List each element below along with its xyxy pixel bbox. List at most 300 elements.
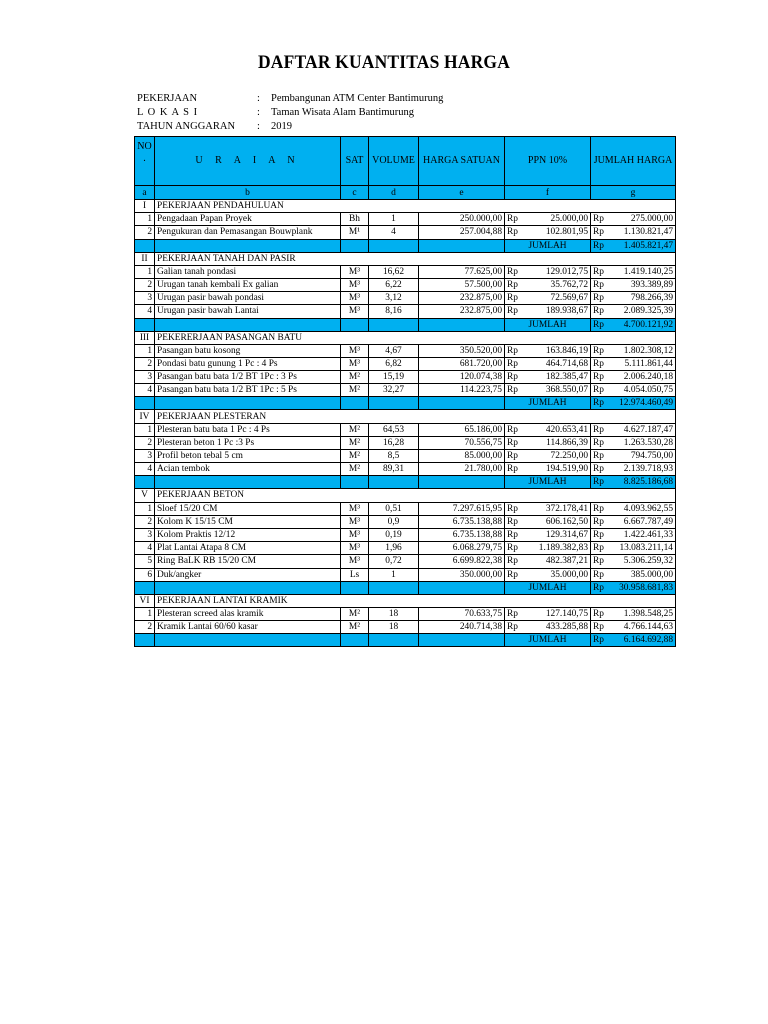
item-total	[591, 542, 676, 555]
item-unit-price: 114.223,75	[419, 384, 505, 397]
empty-cell	[369, 318, 419, 331]
amount-value: 102.801,95	[545, 227, 588, 238]
item-number: 2	[135, 357, 155, 370]
item-ppn	[505, 555, 591, 568]
item-total	[591, 502, 676, 515]
item-unit-price: 70.633,75	[419, 607, 505, 620]
section-header-row	[135, 252, 676, 265]
item-ppn	[505, 278, 591, 291]
section-header-row	[135, 489, 676, 502]
section-header-row	[135, 410, 676, 423]
item-number: 3	[135, 292, 155, 305]
amount-value: 182.385,47	[545, 372, 588, 383]
currency-label: Rp	[593, 543, 604, 554]
amount-value: 1.405.821,47	[623, 240, 673, 251]
item-volume: 4,67	[369, 344, 419, 357]
item-number: 3	[135, 371, 155, 384]
currency-label: Rp	[593, 516, 604, 527]
item-total	[591, 371, 676, 384]
currency-label: Rp	[507, 530, 518, 541]
item-description: Urugan pasir bawah Lantai	[155, 305, 341, 318]
section-total-row	[135, 634, 676, 647]
empty-cell	[135, 239, 155, 252]
amount-value: 129.314,67	[545, 530, 588, 541]
table-row	[135, 515, 676, 528]
item-description: Sloef 15/20 CM	[155, 502, 341, 515]
amount-value: 1.130.821,47	[623, 227, 673, 238]
info-key: PEKERJAAN	[137, 93, 198, 104]
item-description: Plesteran batu bata 1 Pc : 4 Ps	[155, 423, 341, 436]
amount-value: 1.802.308,12	[623, 345, 673, 356]
currency-label: Rp	[593, 569, 604, 580]
empty-cell	[135, 318, 155, 331]
section-roman: II	[135, 252, 155, 265]
amount-value: 2.089.325,39	[623, 306, 673, 317]
amount-value: 194.519,90	[545, 464, 588, 475]
item-unit: M²	[341, 607, 369, 620]
section-header-row	[135, 331, 676, 344]
table-row	[135, 265, 676, 278]
item-total	[591, 423, 676, 436]
section-name: PEKERJAAN PLESTERAN	[155, 410, 676, 423]
item-unit: Bh	[341, 213, 369, 226]
section-header-row	[135, 200, 676, 213]
column-letter: a	[135, 186, 155, 200]
section-total-row	[135, 239, 676, 252]
empty-cell	[341, 581, 369, 594]
currency-label: Rp	[507, 424, 518, 435]
item-volume: 0,19	[369, 528, 419, 541]
empty-cell	[341, 634, 369, 647]
empty-cell	[341, 318, 369, 331]
section-roman: V	[135, 489, 155, 502]
empty-cell	[419, 476, 505, 489]
table-row	[135, 384, 676, 397]
amount-value: 385.000,00	[630, 569, 673, 580]
table-row	[135, 555, 676, 568]
item-total	[591, 384, 676, 397]
item-ppn	[505, 502, 591, 515]
amount-value: 393.389,89	[630, 280, 673, 291]
table-row	[135, 436, 676, 449]
amount-value: 6.667.787,49	[623, 516, 673, 527]
currency-label: Rp	[593, 214, 604, 225]
empty-cell	[155, 634, 341, 647]
section-name: PEKERJAAN TANAH DAN PASIR	[155, 252, 676, 265]
amount-value: 163.846,19	[545, 345, 588, 356]
item-unit: M²	[341, 423, 369, 436]
item-volume: 3,12	[369, 292, 419, 305]
item-unit: M³	[341, 528, 369, 541]
currency-label: Rp	[507, 437, 518, 448]
item-unit: M²	[341, 436, 369, 449]
header-volume: VOLUME	[369, 137, 419, 186]
column-letter: d	[369, 186, 419, 200]
amount-value: 4.627.187,47	[623, 424, 673, 435]
currency-label: Rp	[593, 437, 604, 448]
amount-value: 606.162,50	[545, 516, 588, 527]
item-total	[591, 621, 676, 634]
item-description: Urugan tanah kembali Ex galian	[155, 278, 341, 291]
amount-value: 8.825.186,68	[623, 477, 673, 488]
amount-value: 1.419.140,25	[623, 266, 673, 277]
item-number: 3	[135, 528, 155, 541]
amount-value: 30.958.681,83	[619, 582, 673, 593]
item-volume: 0,72	[369, 555, 419, 568]
section-header-row	[135, 594, 676, 607]
item-volume: 1,96	[369, 542, 419, 555]
item-unit-price: 240.714,38	[419, 621, 505, 634]
empty-cell	[369, 581, 419, 594]
item-description: Pasangan batu bata 1/2 BT 1Pc : 5 Ps	[155, 384, 341, 397]
amount-value: 1.398.548,25	[623, 608, 673, 619]
item-total	[591, 450, 676, 463]
column-letter: g	[591, 186, 676, 200]
currency-label: Rp	[507, 556, 518, 567]
empty-cell	[419, 318, 505, 331]
table-row	[135, 344, 676, 357]
item-description: Ring BaLK RB 15/20 CM	[155, 555, 341, 568]
item-description: Pasangan batu kosong	[155, 344, 341, 357]
item-description: Duk/angker	[155, 568, 341, 581]
currency-label: Rp	[507, 266, 518, 277]
amount-value: 482.387,21	[545, 556, 588, 567]
currency-label: Rp	[507, 622, 518, 633]
item-total	[591, 213, 676, 226]
currency-label: Rp	[507, 358, 518, 369]
item-unit: Ls	[341, 568, 369, 581]
section-total	[591, 634, 676, 647]
section-total	[591, 476, 676, 489]
item-total	[591, 528, 676, 541]
section-roman: VI	[135, 594, 155, 607]
item-volume: 8,5	[369, 450, 419, 463]
item-total	[591, 607, 676, 620]
currency-label: Rp	[593, 319, 604, 330]
item-ppn	[505, 357, 591, 370]
item-unit-price: 70.556,75	[419, 436, 505, 449]
item-number: 2	[135, 226, 155, 239]
info-value: Taman Wisata Alam Bantimurung	[271, 107, 414, 118]
item-volume: 0,51	[369, 502, 419, 515]
item-unit-price: 350.000,00	[419, 568, 505, 581]
item-unit-price: 6.068.279,75	[419, 542, 505, 555]
currency-label: Rp	[507, 280, 518, 291]
item-description: Pengadaan Papan Proyek	[155, 213, 341, 226]
currency-label: Rp	[507, 451, 518, 462]
currency-label: Rp	[593, 556, 604, 567]
item-unit-price: 257.004,88	[419, 226, 505, 239]
item-total	[591, 515, 676, 528]
item-ppn	[505, 292, 591, 305]
item-volume: 1	[369, 568, 419, 581]
item-volume: 89,31	[369, 463, 419, 476]
amount-value: 189.938,67	[545, 306, 588, 317]
amount-value: 464.714,68	[545, 358, 588, 369]
currency-label: Rp	[593, 477, 604, 488]
column-letter: c	[341, 186, 369, 200]
item-total	[591, 463, 676, 476]
item-volume: 32,27	[369, 384, 419, 397]
amount-value: 420.653,41	[545, 424, 588, 435]
item-number: 2	[135, 515, 155, 528]
amount-value: 5.306.259,32	[623, 556, 673, 567]
item-ppn	[505, 344, 591, 357]
amount-value: 35.762,72	[550, 280, 588, 291]
item-unit: M³	[341, 555, 369, 568]
item-volume: 6,82	[369, 357, 419, 370]
empty-cell	[369, 397, 419, 410]
item-volume: 16,62	[369, 265, 419, 278]
currency-label: Rp	[593, 398, 604, 409]
item-number: 4	[135, 305, 155, 318]
currency-label: Rp	[593, 424, 604, 435]
item-unit: M²	[341, 371, 369, 384]
item-ppn	[505, 384, 591, 397]
item-ppn	[505, 305, 591, 318]
item-total	[591, 568, 676, 581]
item-volume: 1	[369, 213, 419, 226]
column-letter: b	[155, 186, 341, 200]
table-row	[135, 226, 676, 239]
item-number: 4	[135, 384, 155, 397]
empty-cell	[341, 476, 369, 489]
item-number: 1	[135, 213, 155, 226]
info-key: L O K A S I	[137, 107, 199, 118]
currency-label: Rp	[593, 503, 604, 514]
jumlah-label: JUMLAH	[505, 318, 591, 331]
document-title: DAFTAR KUANTITAS HARGA	[257, 52, 511, 73]
amount-value: 5.111.861,44	[624, 358, 673, 369]
currency-label: Rp	[507, 516, 518, 527]
currency-label: Rp	[593, 622, 604, 633]
amount-value: 2.006.240,18	[623, 372, 673, 383]
section-total-row	[135, 581, 676, 594]
item-ppn	[505, 371, 591, 384]
quantity-price-table	[134, 136, 676, 647]
header-uraian: U R A I A N	[155, 137, 341, 186]
table-row	[135, 463, 676, 476]
currency-label: Rp	[507, 385, 518, 396]
item-volume: 0,9	[369, 515, 419, 528]
item-number: 3	[135, 450, 155, 463]
item-number: 1	[135, 423, 155, 436]
section-name: PEKERJAAN PENDAHULUAN	[155, 200, 676, 213]
jumlah-label: JUMLAH	[505, 634, 591, 647]
item-ppn	[505, 621, 591, 634]
amount-value: 1.422.461,33	[623, 530, 673, 541]
currency-label: Rp	[507, 306, 518, 317]
table-header-row	[135, 137, 676, 186]
item-description: Plesteran screed alas kramik	[155, 607, 341, 620]
item-volume: 18	[369, 607, 419, 620]
header-harga-satuan: HARGA SATUAN	[419, 137, 505, 186]
amount-value: 368.550,07	[545, 385, 588, 396]
item-total	[591, 226, 676, 239]
table-row	[135, 502, 676, 515]
section-total	[591, 397, 676, 410]
currency-label: Rp	[507, 293, 518, 304]
info-value: 2019	[271, 121, 292, 132]
item-ppn	[505, 528, 591, 541]
item-unit: M³	[341, 515, 369, 528]
currency-label: Rp	[507, 227, 518, 238]
table-row	[135, 450, 676, 463]
amount-value: 35.000,00	[550, 569, 588, 580]
table-row	[135, 292, 676, 305]
section-total-row	[135, 476, 676, 489]
item-total	[591, 292, 676, 305]
item-unit: M³	[341, 357, 369, 370]
info-colon: :	[257, 107, 260, 118]
currency-label: Rp	[593, 451, 604, 462]
currency-label: Rp	[507, 464, 518, 475]
amount-value: 12.974.460,49	[619, 398, 673, 409]
currency-label: Rp	[593, 608, 604, 619]
currency-label: Rp	[507, 569, 518, 580]
empty-cell	[369, 476, 419, 489]
jumlah-label: JUMLAH	[505, 581, 591, 594]
amount-value: 4.054.050,75	[623, 385, 673, 396]
item-unit-price: 232.875,00	[419, 305, 505, 318]
item-volume: 4	[369, 226, 419, 239]
item-unit-price: 6.699.822,38	[419, 555, 505, 568]
item-volume: 8,16	[369, 305, 419, 318]
item-unit: M³	[341, 502, 369, 515]
section-roman: IV	[135, 410, 155, 423]
item-total	[591, 305, 676, 318]
empty-cell	[369, 634, 419, 647]
item-volume: 6,22	[369, 278, 419, 291]
item-total	[591, 265, 676, 278]
empty-cell	[135, 397, 155, 410]
empty-cell	[135, 476, 155, 489]
currency-label: Rp	[593, 280, 604, 291]
item-volume: 16,28	[369, 436, 419, 449]
jumlah-label: JUMLAH	[505, 239, 591, 252]
item-unit-price: 6.735.138,88	[419, 528, 505, 541]
item-description: Pondasi batu gunung 1 Pc : 4 Ps	[155, 357, 341, 370]
currency-label: Rp	[593, 530, 604, 541]
info-key: TAHUN ANGGARAN	[137, 121, 236, 132]
section-total-row	[135, 397, 676, 410]
column-letter-row	[135, 186, 676, 200]
item-unit-price: 250.000,00	[419, 213, 505, 226]
currency-label: Rp	[593, 385, 604, 396]
amount-value: 1.189.382,83	[538, 543, 588, 554]
item-number: 6	[135, 568, 155, 581]
item-unit-price: 681.720,00	[419, 357, 505, 370]
item-description: Kolom K 15/15 CM	[155, 515, 341, 528]
item-ppn	[505, 450, 591, 463]
item-unit-price: 21.780,00	[419, 463, 505, 476]
amount-value: 4.093.962,55	[623, 503, 673, 514]
item-description: Pengukuran dan Pemasangan Bouwplank	[155, 226, 341, 239]
item-description: Pasangan batu bata 1/2 BT 1Pc : 3 Ps	[155, 371, 341, 384]
table-row	[135, 371, 676, 384]
item-ppn	[505, 226, 591, 239]
empty-cell	[369, 239, 419, 252]
item-unit: M¹	[341, 226, 369, 239]
item-unit-price: 120.074,38	[419, 371, 505, 384]
amount-value: 794.750,00	[630, 451, 673, 462]
empty-cell	[155, 476, 341, 489]
item-description: Plat Lantai Atapa 8 CM	[155, 542, 341, 555]
currency-label: Rp	[593, 266, 604, 277]
info-colon: :	[257, 121, 260, 132]
table-row	[135, 305, 676, 318]
item-description: Plesteran beton 1 Pc :3 Ps	[155, 436, 341, 449]
header-sat: SAT	[341, 137, 369, 186]
section-roman: I	[135, 200, 155, 213]
item-number: 1	[135, 607, 155, 620]
empty-cell	[341, 397, 369, 410]
currency-label: Rp	[593, 227, 604, 238]
item-description: Kramik Lantai 60/60 kasar	[155, 621, 341, 634]
table-row	[135, 278, 676, 291]
item-number: 2	[135, 436, 155, 449]
item-number: 4	[135, 542, 155, 555]
currency-label: Rp	[507, 503, 518, 514]
currency-label: Rp	[507, 345, 518, 356]
amount-value: 275.000,00	[630, 214, 673, 225]
table-row	[135, 423, 676, 436]
item-ppn	[505, 423, 591, 436]
empty-cell	[155, 239, 341, 252]
currency-label: Rp	[593, 358, 604, 369]
item-unit: M³	[341, 292, 369, 305]
currency-label: Rp	[593, 635, 604, 646]
amount-value: 2.139.718,93	[623, 464, 673, 475]
column-letter: f	[505, 186, 591, 200]
section-name: PEKERJAAN LANTAI KRAMIK	[155, 594, 676, 607]
empty-cell	[135, 634, 155, 647]
jumlah-label: JUMLAH	[505, 397, 591, 410]
item-ppn	[505, 436, 591, 449]
currency-label: Rp	[593, 240, 604, 251]
item-unit: M²	[341, 384, 369, 397]
item-ppn	[505, 515, 591, 528]
section-name: PEKERERJAAN PASANGAN BATU	[155, 331, 676, 344]
item-unit-price: 232.875,00	[419, 292, 505, 305]
item-ppn	[505, 568, 591, 581]
table-row	[135, 357, 676, 370]
item-total	[591, 357, 676, 370]
item-unit-price: 350.520,00	[419, 344, 505, 357]
currency-label: Rp	[507, 543, 518, 554]
amount-value: 114.866,39	[546, 437, 588, 448]
currency-label: Rp	[593, 345, 604, 356]
amount-value: 6.164.692,88	[623, 635, 673, 646]
item-total	[591, 436, 676, 449]
item-unit: M²	[341, 463, 369, 476]
amount-value: 129.012,75	[545, 266, 588, 277]
item-unit: M²	[341, 450, 369, 463]
section-total	[591, 318, 676, 331]
currency-label: Rp	[593, 372, 604, 383]
item-unit-price: 85.000,00	[419, 450, 505, 463]
item-description: Profil beton tebal 5 cm	[155, 450, 341, 463]
item-description: Galian tanah pondasi	[155, 265, 341, 278]
table-row	[135, 542, 676, 555]
info-value: Pembangunan ATM Center Bantimurung	[271, 93, 444, 104]
item-unit: M³	[341, 278, 369, 291]
section-name: PEKERJAAN BETON	[155, 489, 676, 502]
currency-label: Rp	[507, 372, 518, 383]
amount-value: 4.766.144,63	[623, 622, 673, 633]
header-no: NO .	[135, 137, 155, 186]
item-unit: M³	[341, 305, 369, 318]
